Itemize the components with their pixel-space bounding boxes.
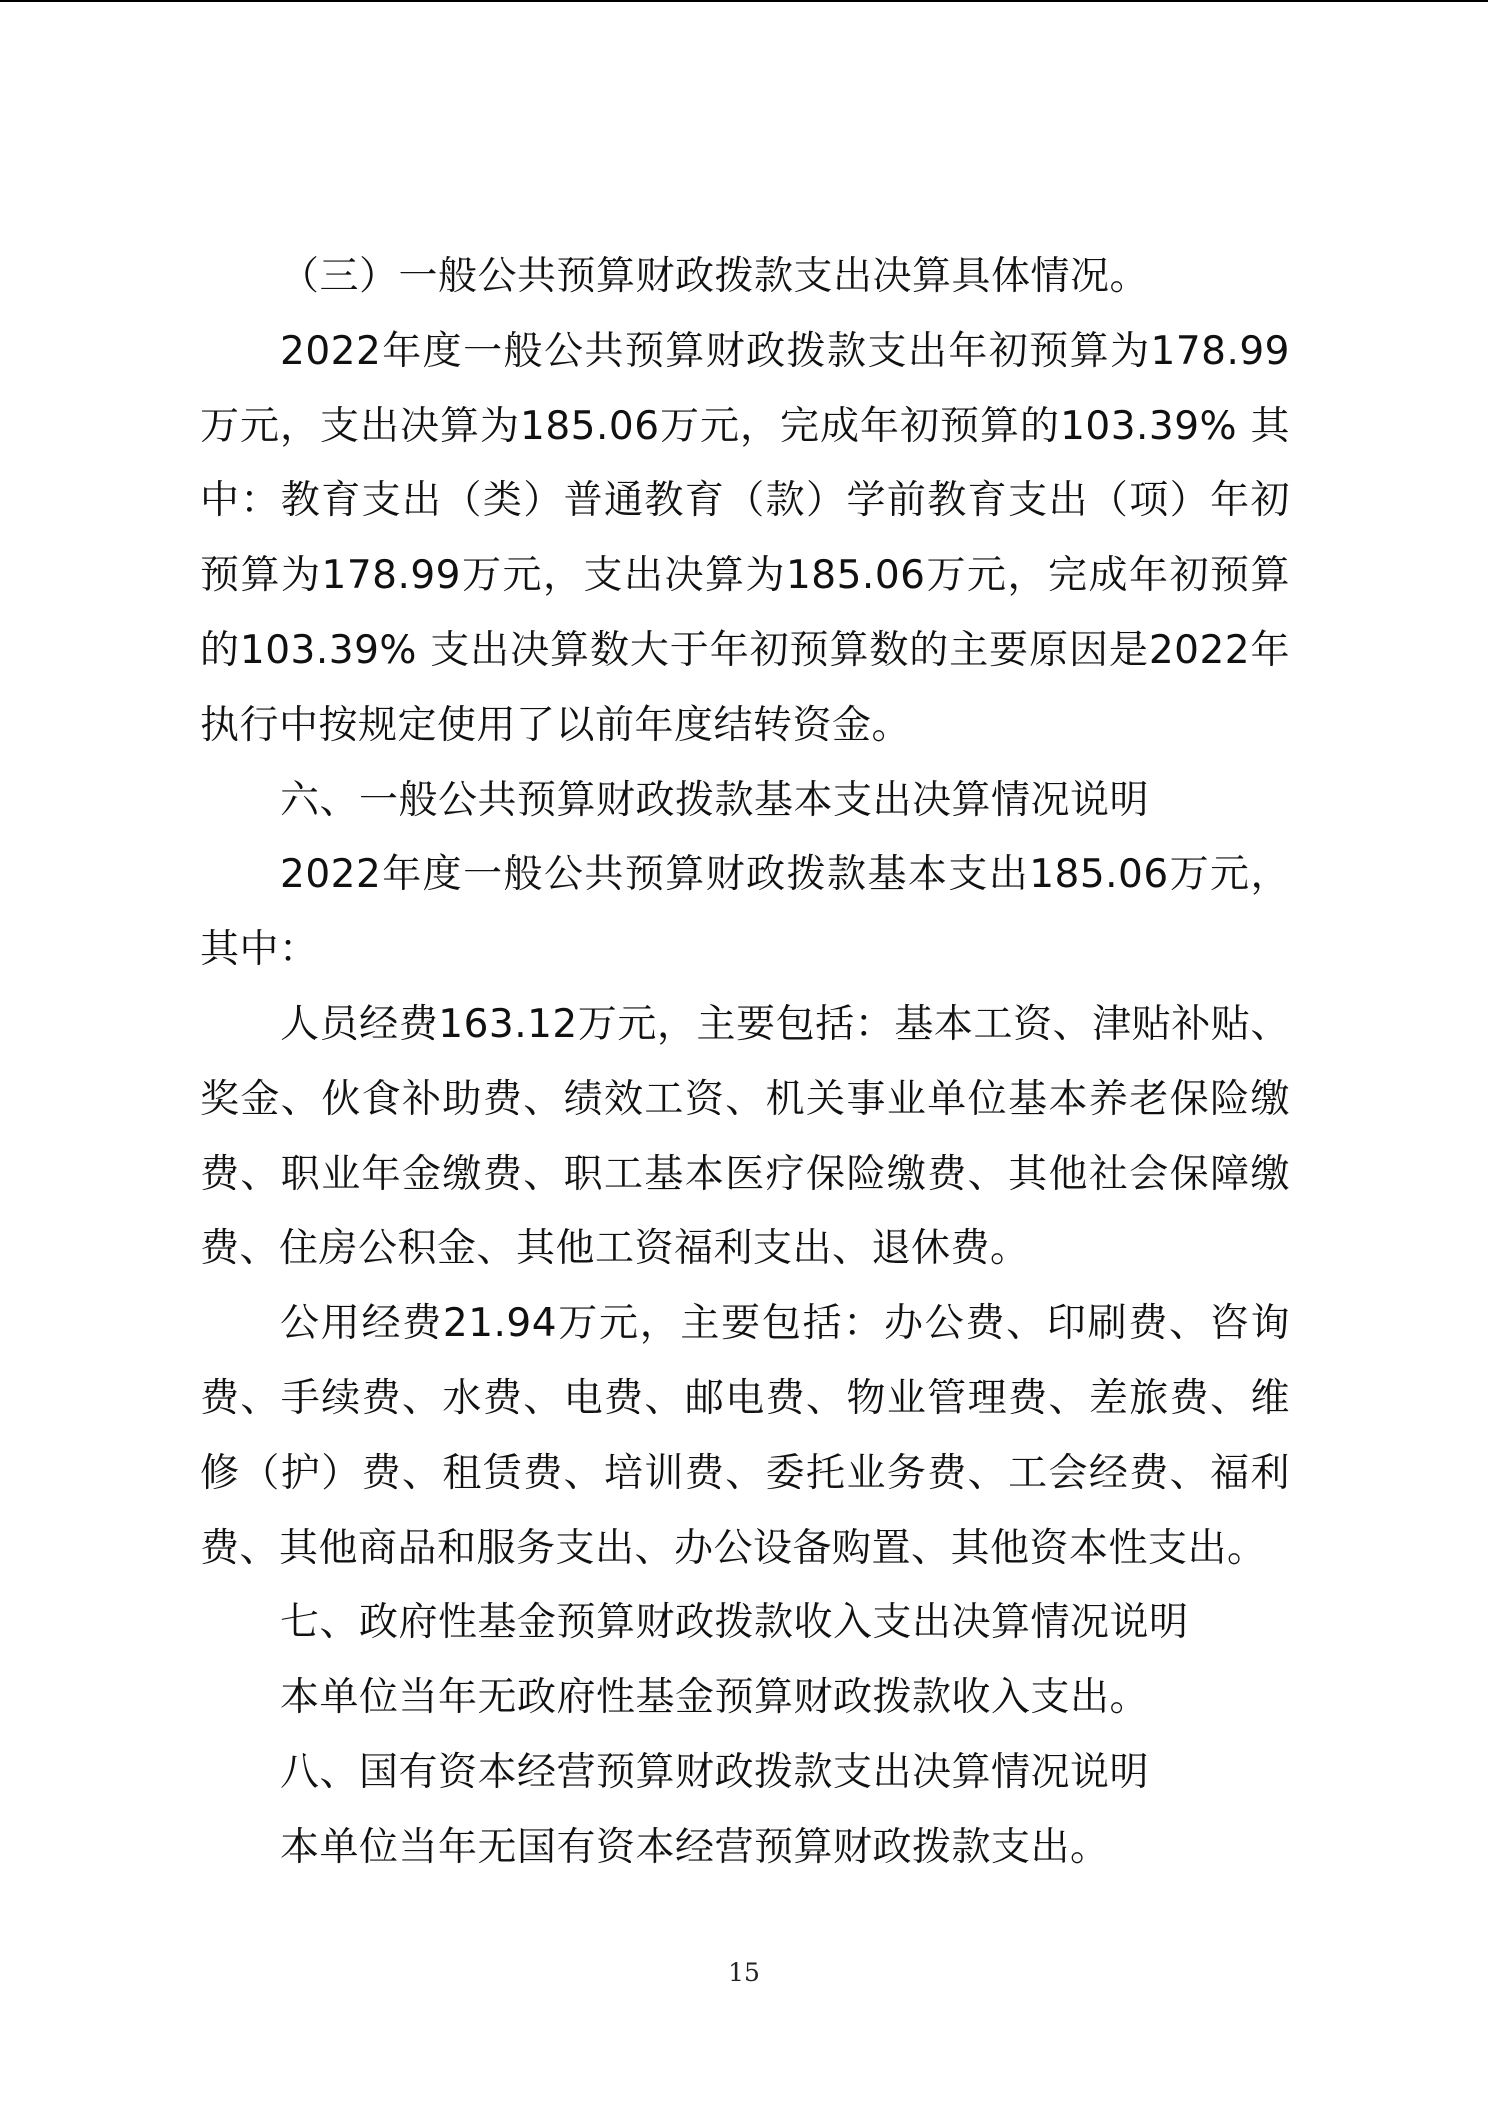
section-heading-3: （三）一般公共预算财政拨款支出决算具体情况。 — [280, 254, 1150, 299]
paragraph-basic-expenditure: 2022年度一般公共预算财政拨款基本支出185.06万元，其中： — [200, 852, 1290, 973]
paragraph-personnel-expenses: 人员经费163.12万元，主要包括：基本工资、津贴补贴、奖金、伙食补助费、绩效工资、机关事业单位基本养老保险缴费、职业年金缴费、职工基本医疗保险缴费、其他社会保障缴费、住房公积金、其他工资福利支出、退休费。 — [200, 1001, 1290, 1272]
paragraph-government-fund: 本单位当年无政府性基金预算财政拨款收入支出。 — [280, 1675, 1150, 1721]
section-heading-8: 八、国有资本经营预算财政拨款支出决算情况说明 — [280, 1749, 1150, 1795]
paragraph-public-expenses: 公用经费21.94万元，主要包括：办公费、印刷费、咨询费、手续费、水费、电费、邮电费、物业管理费、差旅费、维修（护）费、租赁费、培训费、委托业务费、工会经费、福利费、其他商品和服务支出、办公设备购置、其他资本性支出。 — [200, 1301, 1290, 1571]
section-heading-7: 七、政府性基金预算财政拨款收入支出决算情况说明 — [280, 1600, 1189, 1646]
paragraph-state-capital: 本单位当年无国有资本经营预算财政拨款支出。 — [280, 1824, 1110, 1870]
section-heading-6: 六、一般公共预算财政拨款基本支出决算情况说明 — [280, 777, 1150, 823]
document-body — [200, 240, 1290, 1886]
paragraph-budget-detail: 2022年度一般公共预算财政拨款支出年初预算为178.99万元，支出决算为185.06万元，完成年初预算的103.39% 其中：教育支出（类）普通教育（款）学前教育支出（项）年初预算为178.99万元，支出决算为185.06万元，完成年初预算的103.39% 支出决算数大于年初预算数的主要原因是2022年执行中按规定使用了以前年度结转资金。 — [200, 328, 1290, 748]
page-number: 15 — [728, 1958, 760, 1987]
